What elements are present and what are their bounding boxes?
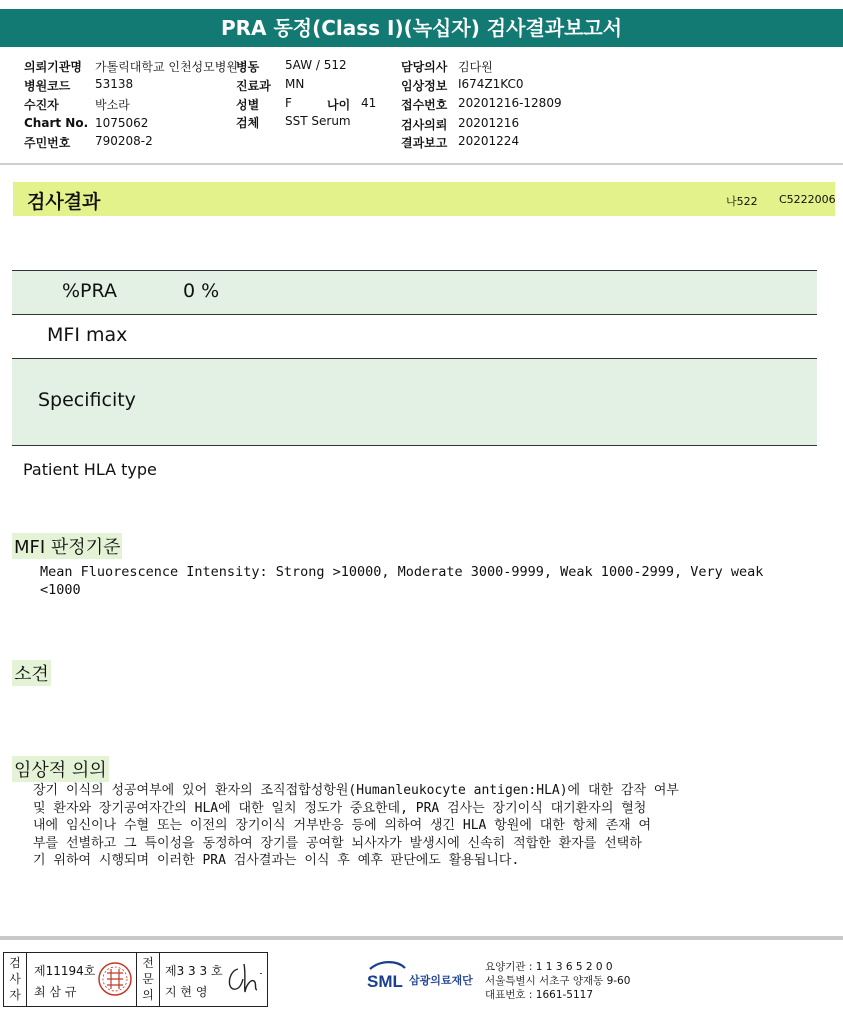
- accession-label: 접수번호: [401, 98, 448, 112]
- sml-logo-icon: [365, 960, 409, 998]
- svg-text:SML: SML: [367, 972, 403, 991]
- org-line-3: 대표번호 : 1661-5117: [485, 989, 594, 1001]
- specimen-value: SST Serum: [285, 114, 351, 128]
- org-line-2: 서울특별시 서초구 양재동 9-60: [485, 975, 631, 987]
- pra-row: [12, 270, 817, 314]
- report-label: 결과보고: [401, 136, 448, 150]
- report-value: 20201224: [458, 134, 520, 148]
- examiner-name: 최 삼 규: [34, 985, 77, 999]
- org-name: 삼광의료재단: [409, 974, 473, 987]
- specialist-name: 지 현 영: [165, 985, 208, 999]
- examiner-vertical: [5, 953, 25, 1006]
- org-info: [485, 960, 630, 1002]
- mfi-row: [12, 314, 817, 358]
- clinical-label: 임상정보: [401, 79, 448, 93]
- clinical-line-4: 부를 선별하고 그 특이성을 동정하여 장기를 공여할 뇌사자가 발생시에 신속히 적합한 환자를 선택하: [33, 835, 642, 851]
- results-code-2: C5222006: [779, 193, 836, 206]
- footer-divider: [0, 936, 843, 940]
- report-title: PRA 동정(Class I)(녹십자) 검사결과보고서: [0, 9, 843, 47]
- info-divider: [0, 163, 843, 165]
- chart-value: 1075062: [95, 116, 149, 130]
- dept-value: MN: [285, 77, 305, 91]
- clinical-line-1: 장기 이식의 성공여부에 있어 환자의 조직접합성항원(Humanleukocyte antigen:HLA)에 대한 감작 여부: [33, 783, 679, 798]
- results-header: [13, 182, 835, 216]
- patient-info: [0, 56, 843, 160]
- request-label: 검사의뢰: [401, 118, 448, 132]
- clinical-line-5: 기 위하여 시행되며 이러한 PRA 검사결과는 이식 후 예후 판단에도 활용됩니다.: [33, 853, 520, 868]
- accession-value: 20201216-12809: [458, 96, 562, 110]
- ward-value: 5AW / 512: [285, 58, 347, 72]
- org-line-1: 요양기관 : 1 1 3 6 5 2 0 0: [485, 961, 613, 973]
- pra-label: %PRA: [62, 280, 117, 302]
- mfi-label: MFI max: [47, 324, 128, 346]
- examiner-license: 제11194호: [34, 964, 96, 978]
- results-heading: 검사결과: [27, 191, 101, 213]
- doctor-value: 김다원: [458, 60, 493, 74]
- opinion-heading: 소견: [12, 660, 51, 686]
- mfi-criteria-line-1: Mean Fluorescence Intensity: Strong >10000, Moderate 3000-9999, Weak 1000-2999, Very weak: [40, 564, 764, 580]
- hospital-value: 가톨릭대학교 인천성모병원: [95, 60, 238, 74]
- examiner-vertical-text: 검사자: [9, 956, 21, 1002]
- chart-label: Chart No.: [24, 116, 89, 130]
- clinical-value: I674Z1KC0: [458, 77, 524, 91]
- resident-value: 790208-2: [95, 134, 153, 148]
- specimen-label: 검체: [236, 116, 260, 130]
- ward-label: 병동: [236, 60, 260, 74]
- specificity-label: Specificity: [38, 389, 136, 411]
- mfi-criteria-heading: MFI 판정기준: [12, 533, 122, 559]
- hla-type-label: Patient HLA type: [23, 460, 157, 479]
- signature-box: [3, 952, 268, 1007]
- clinical-line-2: 및 환자와 장기공여자간의 HLA에 대한 일치 정도가 중요한데, PRA 검사는 장기이식 대기환자의 혈청: [33, 800, 647, 816]
- clinical-heading: 임상적 의의: [12, 756, 109, 782]
- specialist-vertical-text: 전문의: [142, 956, 154, 1002]
- hospcode-label: 병원코드: [24, 79, 71, 93]
- seal-stamp-icon: [96, 960, 134, 998]
- clinical-text: [33, 782, 679, 870]
- hospital-label: 의뢰기관명: [24, 60, 82, 74]
- request-value: 20201216: [458, 116, 520, 130]
- hospcode-value: 53138: [95, 77, 134, 91]
- results-table: [12, 270, 817, 445]
- results-table-bottom: [12, 445, 817, 446]
- signature-icon: [224, 959, 266, 999]
- specialist-vertical: [138, 953, 158, 1006]
- dept-label: 진료과: [236, 79, 271, 93]
- age-label: 나이: [327, 98, 351, 112]
- age-value: 41: [361, 96, 377, 110]
- pra-value: 0 %: [183, 280, 220, 302]
- specificity-row: [12, 358, 817, 445]
- results-code-1: 나522: [726, 195, 758, 208]
- doctor-label: 담당의사: [401, 60, 448, 74]
- specialist-license: 제3 3 3 호: [165, 964, 223, 978]
- sex-value: F: [285, 96, 292, 110]
- clinical-line-3: 내에 임신이나 수혈 또는 이전의 장기이식 거부반응 등에 의하여 생긴 HLA 항원에 대한 항체 존재 여: [33, 818, 652, 833]
- receiver-label: 수진자: [24, 98, 59, 112]
- resident-label: 주민번호: [24, 136, 71, 150]
- mfi-criteria-line-2: <1000: [40, 582, 81, 598]
- sex-label: 성별: [236, 98, 260, 112]
- receiver-value: 박소라: [95, 98, 130, 112]
